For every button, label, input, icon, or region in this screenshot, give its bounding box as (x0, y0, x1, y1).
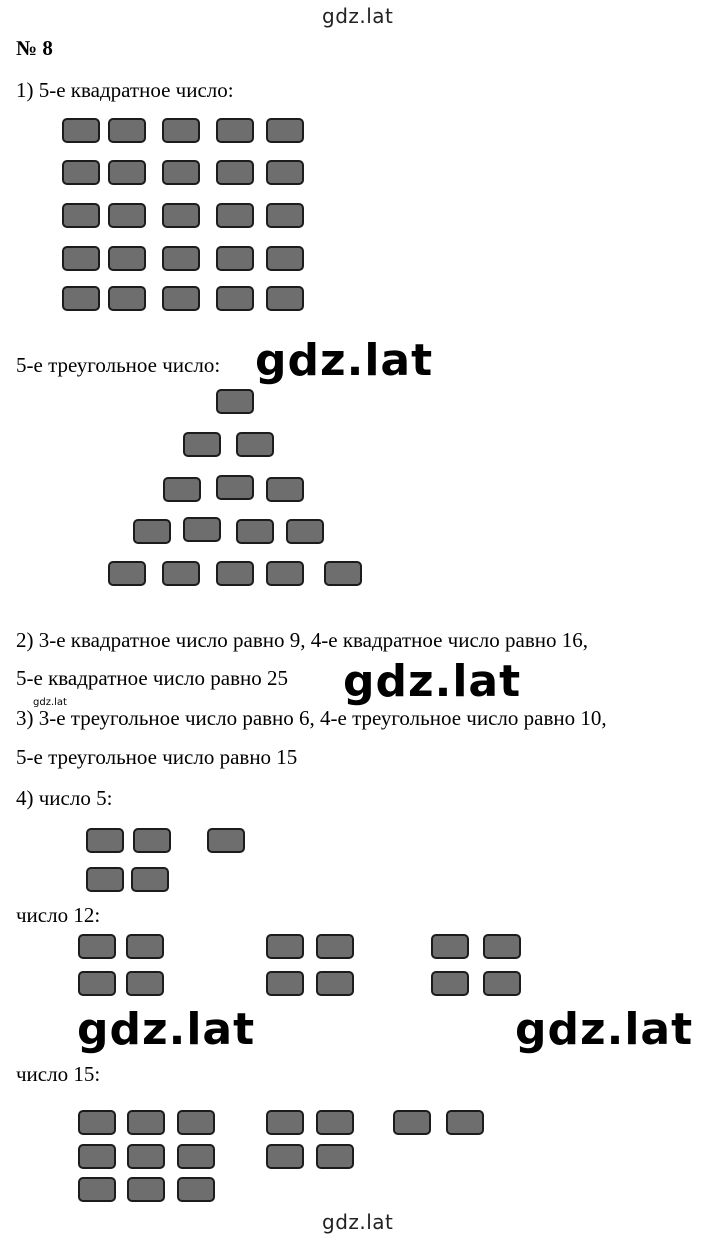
triangle-block (216, 561, 254, 586)
part3-line1: 3) 3-е треугольное число равно 6, 4-е треугольное число равно 10, (16, 706, 607, 730)
square-block (108, 203, 146, 228)
number12-block (126, 971, 164, 996)
number15-block (177, 1110, 215, 1135)
number15-block (266, 1144, 304, 1169)
watermark-large-1: gdz.lat (255, 335, 434, 386)
square-block (162, 286, 200, 311)
number12-block (431, 971, 469, 996)
number15-block (78, 1144, 116, 1169)
number12-block (126, 934, 164, 959)
triangle-number-label: 5-е треугольное число: (16, 353, 221, 377)
exercise-heading: № 8 (16, 36, 53, 60)
triangle-block (108, 561, 146, 586)
number12-block (483, 934, 521, 959)
number15-block (446, 1110, 484, 1135)
triangle-block (266, 477, 304, 502)
watermark-large-2: gdz.lat (343, 656, 522, 707)
triangle-block (236, 432, 274, 457)
number15-block (316, 1110, 354, 1135)
number15-block (127, 1110, 165, 1135)
number15-block (316, 1144, 354, 1169)
number15-block (127, 1144, 165, 1169)
triangle-block (324, 561, 362, 586)
square-block (216, 246, 254, 271)
square-block (216, 160, 254, 185)
number5-block (131, 867, 169, 892)
triangle-block (266, 561, 304, 586)
watermark-large-4: gdz.lat (515, 1004, 694, 1055)
watermark-tiny: gdz.lat (33, 697, 67, 708)
number5-block (133, 828, 171, 853)
triangle-block (286, 519, 324, 544)
number12-block (483, 971, 521, 996)
number15-label: число 15: (16, 1062, 101, 1086)
square-block (108, 246, 146, 271)
number12-block (78, 934, 116, 959)
square-block (162, 160, 200, 185)
part2-line1: 2) 3-е квадратное число равно 9, 4-е квадратное число равно 16, (16, 628, 589, 652)
number15-block (177, 1144, 215, 1169)
triangle-block (236, 519, 274, 544)
number12-label: число 12: (16, 903, 101, 927)
square-block (266, 160, 304, 185)
number5-label: 4) число 5: (16, 786, 113, 810)
square-block (62, 118, 100, 143)
square-block (62, 203, 100, 228)
square-block (216, 286, 254, 311)
square-block (266, 246, 304, 271)
number15-block (393, 1110, 431, 1135)
number15-block (266, 1110, 304, 1135)
number15-block (177, 1177, 215, 1202)
square-block (108, 286, 146, 311)
square-block (108, 160, 146, 185)
number12-block (431, 934, 469, 959)
triangle-block (183, 432, 221, 457)
number12-block (316, 934, 354, 959)
number12-block (266, 934, 304, 959)
square-block (162, 118, 200, 143)
square-block (108, 118, 146, 143)
part2-line2: 5-е квадратное число равно 25 (16, 666, 289, 690)
watermark-bottom: gdz.lat (322, 1210, 394, 1234)
number15-block (127, 1177, 165, 1202)
square-block (162, 203, 200, 228)
number5-block (86, 867, 124, 892)
square-block (216, 203, 254, 228)
square-number-label: 1) 5-е квадратное число: (16, 78, 234, 102)
square-block (266, 118, 304, 143)
square-block (266, 286, 304, 311)
number5-block (86, 828, 124, 853)
watermark-large-3: gdz.lat (77, 1004, 256, 1055)
triangle-block (163, 477, 201, 502)
number12-block (78, 971, 116, 996)
triangle-block (183, 517, 221, 542)
triangle-block (216, 475, 254, 500)
square-block (62, 246, 100, 271)
number15-block (78, 1177, 116, 1202)
square-block (62, 160, 100, 185)
square-block (266, 203, 304, 228)
number5-block (207, 828, 245, 853)
square-block (62, 286, 100, 311)
number12-block (266, 971, 304, 996)
triangle-block (216, 389, 254, 414)
watermark-top: gdz.lat (322, 4, 394, 28)
number15-block (78, 1110, 116, 1135)
number12-block (316, 971, 354, 996)
triangle-block (162, 561, 200, 586)
square-block (162, 246, 200, 271)
square-block (216, 118, 254, 143)
part3-line2: 5-е треугольное число равно 15 (16, 745, 298, 769)
triangle-block (133, 519, 171, 544)
